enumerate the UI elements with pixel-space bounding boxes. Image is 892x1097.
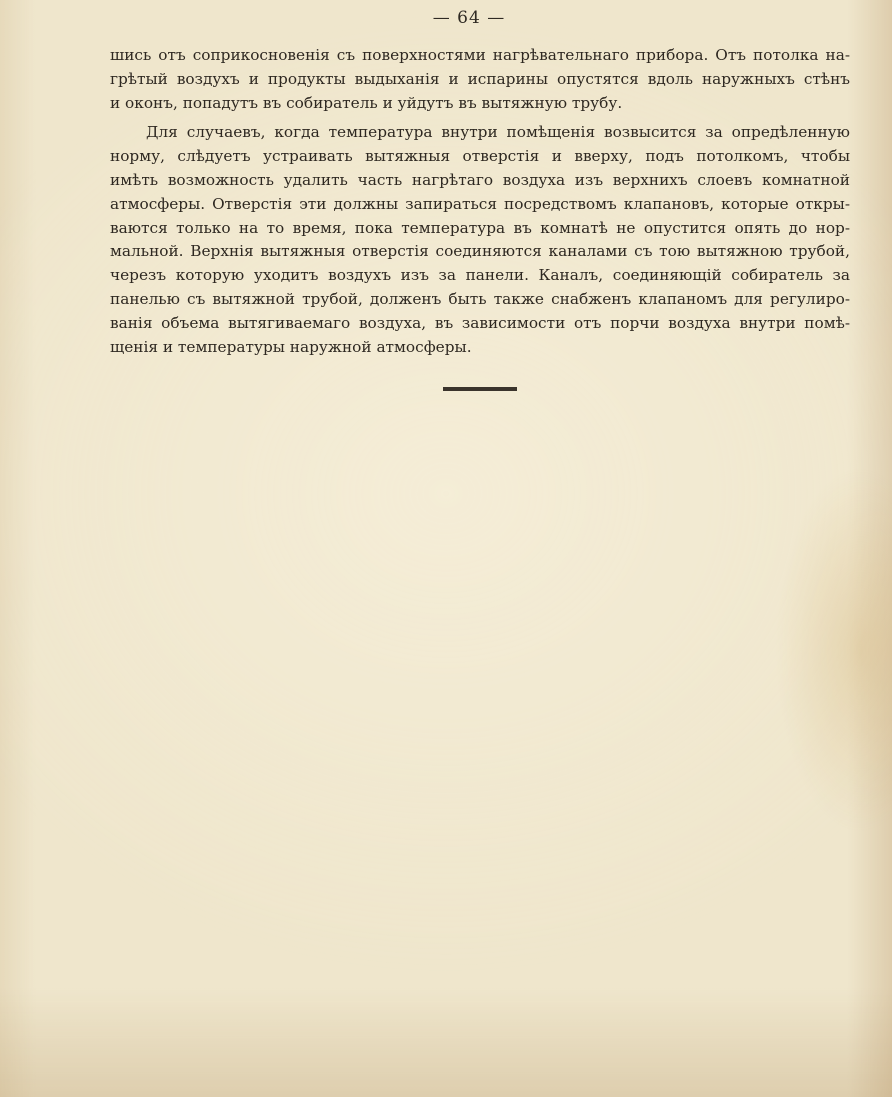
text-line: черезъ которую уходитъ воздухъ изъ за панели. Каналъ, соединяющій собиратель за [110,266,850,285]
text-line: панелью съ вытяжной трубой, долженъ быть также снабженъ клапаномъ для регулиро- [110,289,850,308]
page-number: — 64 — [432,8,506,28]
text-line: Для случаевъ, когда температура внутри помѣщенія возвысится за опредѣленную [146,123,850,142]
text-line: грѣтый воздухъ и продукты выдыханія и испарины опустятся вдоль наружныхъ стѣнъ [110,69,850,88]
text-line: мальной. Верхнія вытяжныя отверстія соединяются каналами съ тою вытяжною трубой, [110,242,850,261]
text-line: щенія и температуры наружной атмосферы. [110,337,472,356]
paragraph [110,44,850,115]
text-line: шись отъ соприкосновенія съ поверхностями нагрѣвательнаго прибора. Отъ потолка на- [110,46,850,64]
text-line: и оконъ, попадутъ въ собиратель и уйдутъ въ вытяжную трубу. [110,93,623,112]
end-rule-divider [443,387,517,391]
body-text [110,44,850,359]
text-line: ваются только на то время, пока температура въ комнатѣ не опустится опять до нор- [110,218,850,237]
text-line: имѣть возможность удалить часть нагрѣтаго воздуха изъ верхнихъ слоевъ комнатной [110,170,850,189]
paragraph [110,121,850,359]
text-line: ванія объема вытягиваемаго воздуха, въ зависимости отъ порчи воздуха внутри помѣ- [110,313,850,332]
text-line: норму, слѣдуетъ устраивать вытяжныя отверстія и вверху, подъ потолкомъ, чтобы [110,147,850,166]
text-line: атмосферы. Отверстія эти должны запираться посредствомъ клапановъ, которые откры- [110,194,850,213]
